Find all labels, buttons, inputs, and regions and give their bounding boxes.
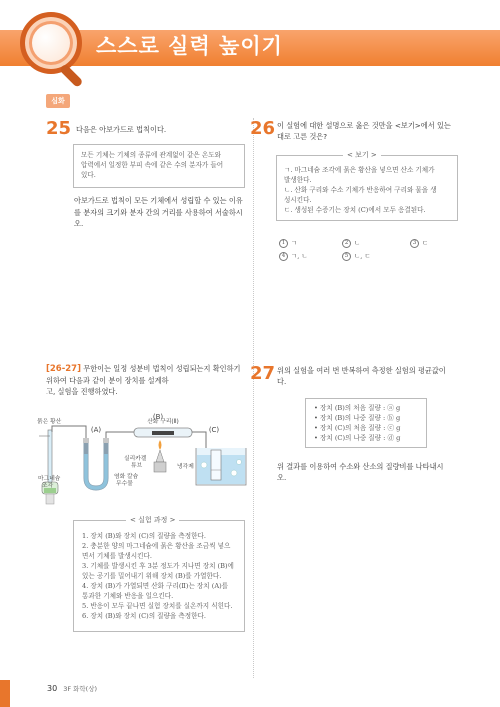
label-a: (A) xyxy=(90,426,102,434)
label-magnesium: 마그네슘 xyxy=(38,476,61,482)
procedure-line: 5. 반응이 모두 끝나면 실험 장치를 실온까지 식힌다. xyxy=(82,602,233,610)
q25-box-line: 있다. xyxy=(81,171,96,179)
result-line: • 장치 (C)의 처음 질량 : ⓒ g xyxy=(314,424,401,432)
q2627-prompt-line: 무한이는 일정 성분비 법칙이 성립되는지 확인하기 xyxy=(80,364,241,373)
label-calcium-chloride: 염화 칼슘 xyxy=(114,474,139,480)
q26-prompt xyxy=(277,120,451,142)
q27-results-box xyxy=(305,398,427,448)
choice-4[interactable] xyxy=(279,251,308,261)
choice-2[interactable] xyxy=(342,238,360,248)
procedure-line: 1. 장치 (B)와 장치 (C)의 질량을 측정한다. xyxy=(82,532,206,540)
q27-prompt-line: 다. xyxy=(277,377,287,386)
q25-question-line: 오. xyxy=(74,219,84,228)
column-divider xyxy=(253,118,254,678)
cooling-bath-c xyxy=(196,448,246,485)
choice-3[interactable] xyxy=(410,238,428,248)
magnifier-lens xyxy=(32,24,70,62)
q25-box-line: 모든 기체는 기체의 종류에 관계없이 같은 온도와 xyxy=(81,151,221,159)
choice-number: 2 xyxy=(342,239,351,248)
q26-prompt-line: 이 실험에 대한 설명으로 옳은 것만을 <보기>에서 있는 xyxy=(277,121,451,130)
result-line: • 장치 (C)의 나중 질량 : ⓓ g xyxy=(314,434,401,442)
q27-prompt-line: 위의 실험을 여러 번 반복하여 측정한 실험의 평균값이 xyxy=(277,366,446,375)
procedure-line: 있는 공기를 밀어내기 위해 장치 (B)를 가열한다. xyxy=(82,572,222,580)
bogi-line: ㄴ. 산화 구리와 수소 기체가 반응하여 구리와 물을 생 xyxy=(284,186,437,194)
procedure-title: < 실험 과정 > xyxy=(126,515,179,525)
result-line: • 장치 (B)의 처음 질량 : ⓐ g xyxy=(314,404,401,412)
label-b: (B) xyxy=(152,413,164,421)
bogi-title: < 보기 > xyxy=(343,150,381,160)
label-silica-gel: 실리카겔 xyxy=(124,456,147,462)
choice-text: ㄱ, ㄴ xyxy=(291,252,308,260)
procedure-box xyxy=(73,520,245,632)
bogi-line: 발생한다. xyxy=(284,176,312,184)
magnifier-handle xyxy=(59,63,84,88)
page-title: 스스로 실력 높이기 xyxy=(96,34,283,58)
page-number: 30 xyxy=(47,684,58,693)
experiment-apparatus-diagram xyxy=(36,410,251,515)
bogi-line: ㄱ. 마그네슘 조각에 묽은 황산을 넣으면 산소 기체가 xyxy=(284,166,435,174)
choice-text: ㄷ xyxy=(422,239,429,247)
result-line: • 장치 (B)의 나중 질량 : ⓑ g xyxy=(314,414,401,422)
bogi-line: ㄷ. 생성된 수증기는 장치 (C)에서 모두 응결된다. xyxy=(284,206,426,214)
label-magnesium-piece: 조각 xyxy=(42,483,54,489)
bogi-line: 성시킨다. xyxy=(284,196,312,204)
label-copper-oxide: 산화 구리(Ⅱ) xyxy=(147,419,179,425)
side-tab xyxy=(0,680,10,707)
choice-text: ㄴ xyxy=(354,239,361,247)
q25-box-line: 압력에서 일정한 부피 속에 같은 수의 분자가 들어 xyxy=(81,161,224,169)
procedure-line: 2. 충분한 양의 마그네슘에 묽은 황산을 조금씩 넣으 xyxy=(82,542,231,550)
question-number-26: 26 xyxy=(250,118,276,139)
choice-5[interactable] xyxy=(342,251,371,261)
q25-law-box xyxy=(73,144,245,188)
choice-text: ㄱ xyxy=(291,239,298,247)
q2627-prompt-line: 고, 실험을 진행하였다. xyxy=(46,387,118,396)
book-title: 3F 화학(상) xyxy=(63,685,98,693)
q26-bogi-box xyxy=(276,155,458,221)
procedure-line: 6. 장치 (B)와 장치 (C)의 질량을 측정한다. xyxy=(82,612,206,620)
gas-generator-flask xyxy=(39,430,58,504)
label-dilute-sulfuric-acid: 묽은 황산 xyxy=(37,419,62,425)
q27-prompt xyxy=(277,365,446,387)
procedure-line: 통과한 기체와 반응을 일으킨다. xyxy=(82,592,174,600)
q27-question-line: 오. xyxy=(277,473,287,482)
question-number-26-27: [26-27] xyxy=(46,364,81,374)
procedure-line: 3. 기체를 발생시킨 후 3분 정도가 지나면 장치 (B)에 xyxy=(82,562,234,570)
choice-number: 5 xyxy=(342,252,351,261)
label-anhydrous: 무수물 xyxy=(116,481,133,487)
q2627-prompt xyxy=(46,363,241,397)
q25-question-line: 를 분자의 크기와 분자 간의 거리를 사용하여 서술하시 xyxy=(74,207,243,217)
choice-1[interactable] xyxy=(279,238,297,248)
page-footer xyxy=(47,684,97,693)
q26-prompt-line: 대로 고른 것은? xyxy=(277,132,328,141)
u-tube-a xyxy=(83,438,109,488)
level-badge: 심화 xyxy=(46,94,70,108)
label-silica-tube: 튜브 xyxy=(131,463,143,469)
q25-question-line: 아보가드로 법칙이 모든 기체에서 성립할 수 있는 이유 xyxy=(74,196,243,205)
choice-number: 4 xyxy=(279,252,288,261)
page-header xyxy=(0,0,500,80)
choice-number: 3 xyxy=(410,239,419,248)
question-number-25: 25 xyxy=(46,118,72,139)
label-c: (C) xyxy=(208,426,220,434)
q27-question-line: 위 결과를 이용하여 수소와 산소의 질량비를 나타내시 xyxy=(277,462,444,471)
q2627-prompt-line: 위하여 다음과 같이 분이 장치를 설계하 xyxy=(46,376,169,385)
question-number-27: 27 xyxy=(250,363,276,384)
choice-number: 1 xyxy=(279,239,288,248)
q25-question xyxy=(74,195,243,230)
q27-question xyxy=(277,461,443,483)
q25-prompt: 다음은 아보가드로 법칙이다. xyxy=(76,125,167,134)
choice-text: ㄴ, ㄷ xyxy=(354,252,371,260)
procedure-line: 4. 장치 (B)가 가열되면 산화 구리(Ⅱ)는 장치 (A)를 xyxy=(82,582,229,590)
label-coolant: 냉각제 xyxy=(177,464,194,470)
procedure-line: 면서 기체를 발생시킨다. xyxy=(82,552,152,560)
